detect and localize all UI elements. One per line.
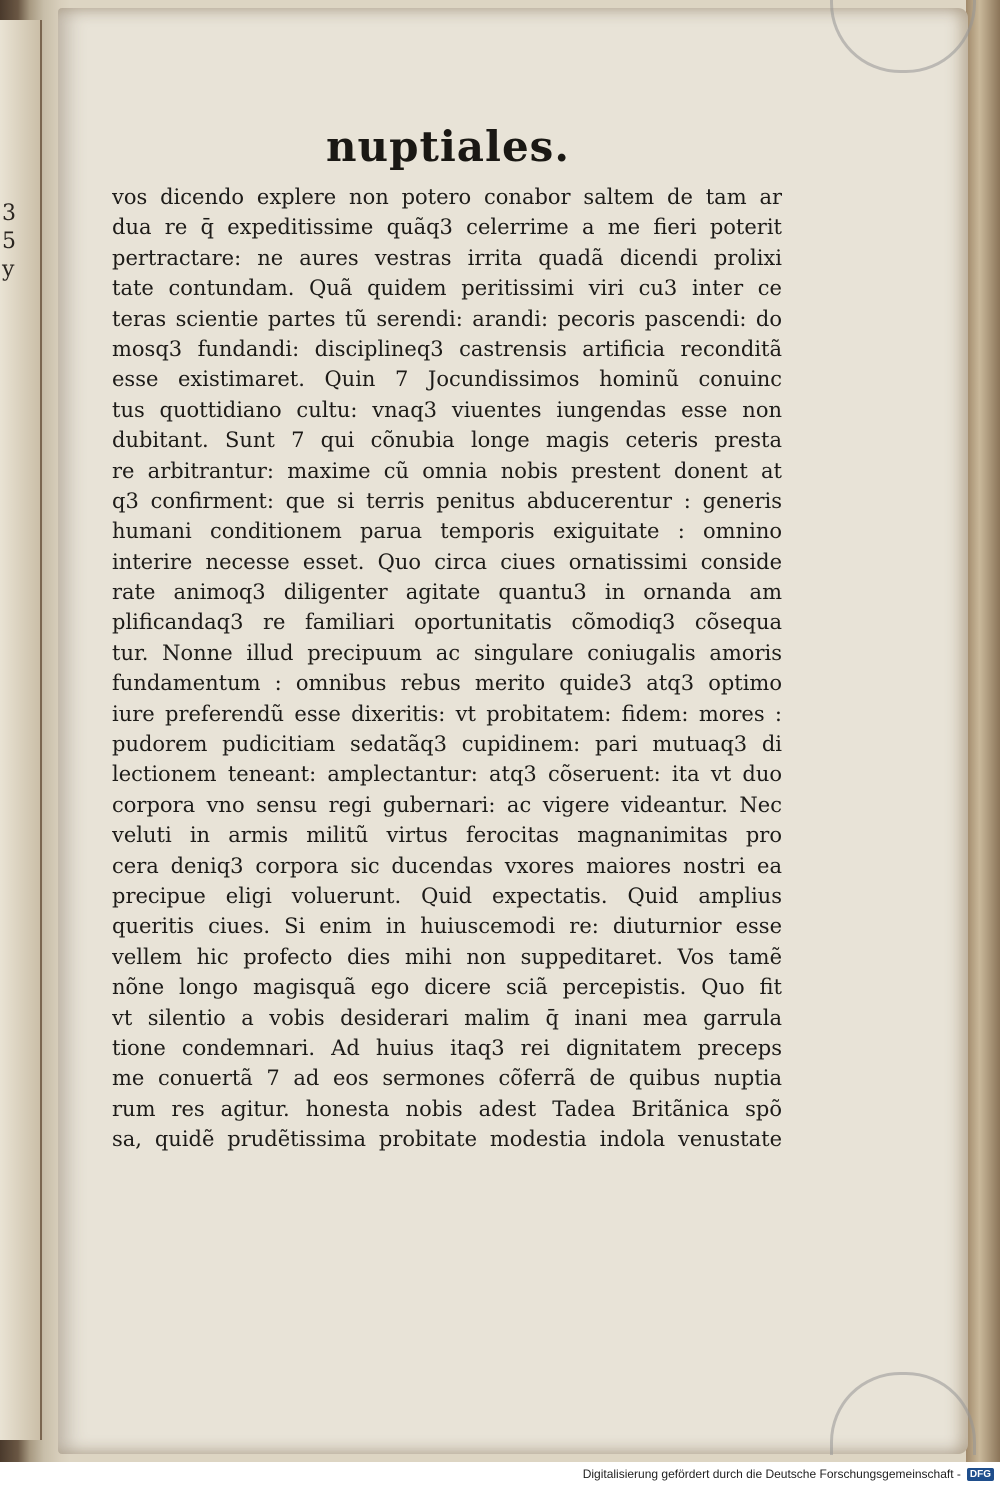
text-line: interire necesse esset. Quo circa ciues ornatissimi conside	[112, 549, 782, 574]
text-line: pudorem pudicitiam sedatãq3 cupidinem: pari mutuaq3 di	[112, 732, 782, 757]
text-line: q3 confirment: que si terris penitus abducerentur : generis	[112, 488, 782, 513]
page-heading: nuptiales.	[326, 122, 570, 171]
body-text	[112, 182, 782, 1155]
text-line: lectionem teneant: amplectantur: atq3 cõseruent: ita vt duo	[112, 762, 782, 787]
text-line: iure preferendũ esse dixeritis: vt probitatem: fidem: mores :	[112, 701, 782, 726]
text-line: precipue eligi voluerunt. Quid expectatis. Quid amplius	[112, 883, 782, 908]
facing-page-mark: 5	[2, 229, 16, 254]
text-line: me conuertã 7 ad eos sermones cõferrã de quibus nuptia	[112, 1066, 782, 1091]
facing-page-mark: y	[2, 257, 15, 282]
text-line: sa, quidẽ prudẽtissima probitate modestia indola venustate	[112, 1127, 782, 1152]
text-line: rum res agitur. honesta nobis adest Tadea Britãnica spõ	[112, 1096, 782, 1121]
text-line: tione condemnari. Ad huius itaq3 rei dignitatem preceps	[112, 1035, 782, 1060]
text-line: re arbitrantur: maxime cũ omnia nobis prestent donent at	[112, 458, 782, 483]
funding-note: Digitalisierung gefördert durch die Deutsche Forschungsgemeinschaft -	[582, 1467, 961, 1481]
text-line: vt silentio a vobis desiderari malim q̄ inani mea garrula	[112, 1005, 782, 1030]
text-line: nõne longo magisquã ego dicere sciã percepistis. Quo fit	[112, 975, 782, 1000]
text-line: queritis ciues. Si enim in huiuscemodi re: diuturnior esse	[112, 914, 782, 939]
text-line: dubitant. Sunt 7 qui cõnubia longe magis ceteris presta	[112, 428, 782, 453]
text-line: corpora vno sensu regi gubernari: ac vigere videantur. Nec	[112, 792, 782, 817]
text-line: vellem hic profecto dies mihi non suppeditaret. Vos tamẽ	[112, 944, 782, 969]
text-line: teras scientie partes tũ serendi: arandi: pecoris pascendi: do	[112, 306, 782, 331]
text-line: veluti in armis militũ virtus ferocitas magnanimitas pro	[112, 823, 782, 848]
dfg-logo: DFG	[967, 1468, 994, 1481]
text-line: humani conditionem parua temporis exiguitate : omnino	[112, 519, 782, 544]
facing-page-marks	[2, 200, 16, 284]
text-line: cera deniq3 corpora sic ducendas vxores maiores nostri ea	[112, 853, 782, 878]
text-line: vos dicendo explere non potero conabor saltem de tam ar	[112, 185, 782, 209]
text-line: dua re q̄ expeditissime quãq3 celerrime a me fieri poterit	[112, 215, 782, 240]
book-fore-edge	[966, 0, 1000, 1462]
facing-page-edge	[0, 20, 42, 1440]
text-line: mosq3 fundandi: disciplineq3 castrensis artificia reconditã	[112, 336, 782, 361]
text-line: pertractare: ne aures vestras irrita quadã dicendi prolixi	[112, 245, 782, 270]
text-line: esse existimaret. Quin 7 Jocundissimos hominũ conuinc	[112, 367, 782, 392]
text-line: tur. Nonne illud precipuum ac singulare coniugalis amoris	[112, 640, 782, 665]
text-line: tate contundam. Quã quidem peritissimi viri cu3 inter ce	[112, 276, 782, 301]
text-line: plificandaq3 re familiari oportunitatis cõmodiq3 cõsequa	[112, 610, 782, 635]
text-line: fundamentum : omnibus rebus merito quide3 atq3 optimo	[112, 671, 782, 696]
text-line: tus quottidiano cultu: vnaq3 viuentes iungendas esse non	[112, 397, 782, 422]
facing-page-mark: 3	[2, 201, 16, 226]
text-line: rate animoq3 diligenter agitate quantu3 in ornanda am	[112, 580, 782, 605]
footer-bar	[0, 1462, 1000, 1486]
